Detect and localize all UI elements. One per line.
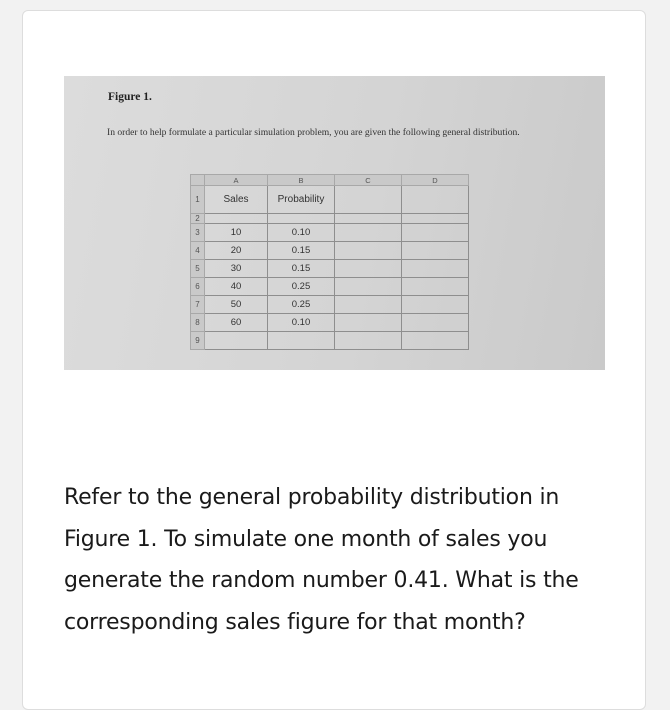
empty-cell bbox=[335, 314, 402, 332]
empty-cell bbox=[335, 214, 402, 224]
probability-header: Probability bbox=[268, 186, 335, 214]
row-number: 3 bbox=[191, 224, 205, 242]
column-header-row bbox=[191, 175, 469, 186]
empty-cell bbox=[402, 314, 469, 332]
empty-cell bbox=[402, 278, 469, 296]
empty-cell bbox=[335, 186, 402, 214]
table-row bbox=[191, 224, 469, 242]
column-header-b: B bbox=[268, 175, 335, 186]
empty-cell bbox=[402, 186, 469, 214]
figure-intro-text: In order to help formulate a particular simulation problem, you are given the following general distribution. bbox=[107, 127, 520, 138]
figure-title: Figure 1. bbox=[108, 91, 152, 103]
empty-cell bbox=[335, 332, 402, 350]
empty-cell bbox=[335, 224, 402, 242]
question-text: Refer to the general probability distribution in Figure 1. To simulate one month of sales you generate the random number 0.41. What is the corresponding sales figure for that month? bbox=[64, 485, 579, 635]
table-row bbox=[191, 278, 469, 296]
table-row bbox=[191, 332, 469, 350]
probability-value: 0.25 bbox=[268, 278, 335, 296]
probability-value: 0.10 bbox=[268, 224, 335, 242]
empty-cell bbox=[268, 332, 335, 350]
empty-cell bbox=[402, 296, 469, 314]
empty-cell bbox=[335, 242, 402, 260]
empty-cell bbox=[335, 296, 402, 314]
sales-value: 50 bbox=[205, 296, 268, 314]
empty-cell bbox=[268, 214, 335, 224]
column-header-c: C bbox=[335, 175, 402, 186]
table-row bbox=[191, 296, 469, 314]
sales-value: 20 bbox=[205, 242, 268, 260]
column-header-d: D bbox=[402, 175, 469, 186]
sales-value: 10 bbox=[205, 224, 268, 242]
empty-cell bbox=[335, 278, 402, 296]
sales-header: Sales bbox=[205, 186, 268, 214]
probability-value: 0.10 bbox=[268, 314, 335, 332]
empty-cell bbox=[402, 224, 469, 242]
distribution-spreadsheet bbox=[190, 174, 469, 350]
row-number: 8 bbox=[191, 314, 205, 332]
row-number: 4 bbox=[191, 242, 205, 260]
empty-cell bbox=[402, 242, 469, 260]
sheet-corner bbox=[191, 175, 205, 186]
table-row bbox=[191, 214, 469, 224]
table-row bbox=[191, 314, 469, 332]
empty-cell bbox=[335, 260, 402, 278]
probability-value: 0.25 bbox=[268, 296, 335, 314]
probability-value: 0.15 bbox=[268, 260, 335, 278]
probability-value: 0.15 bbox=[268, 242, 335, 260]
row-number: 6 bbox=[191, 278, 205, 296]
row-number: 9 bbox=[191, 332, 205, 350]
table-row bbox=[191, 242, 469, 260]
row-number: 2 bbox=[191, 214, 205, 224]
table-row bbox=[191, 186, 469, 214]
figure-photo bbox=[64, 76, 605, 370]
empty-cell bbox=[402, 260, 469, 278]
empty-cell bbox=[402, 332, 469, 350]
empty-cell bbox=[205, 214, 268, 224]
sales-value: 30 bbox=[205, 260, 268, 278]
sales-value: 40 bbox=[205, 278, 268, 296]
table-row bbox=[191, 260, 469, 278]
empty-cell bbox=[205, 332, 268, 350]
row-number: 7 bbox=[191, 296, 205, 314]
empty-cell bbox=[402, 214, 469, 224]
sales-value: 60 bbox=[205, 314, 268, 332]
column-header-a: A bbox=[205, 175, 268, 186]
row-number: 1 bbox=[191, 186, 205, 214]
row-number: 5 bbox=[191, 260, 205, 278]
